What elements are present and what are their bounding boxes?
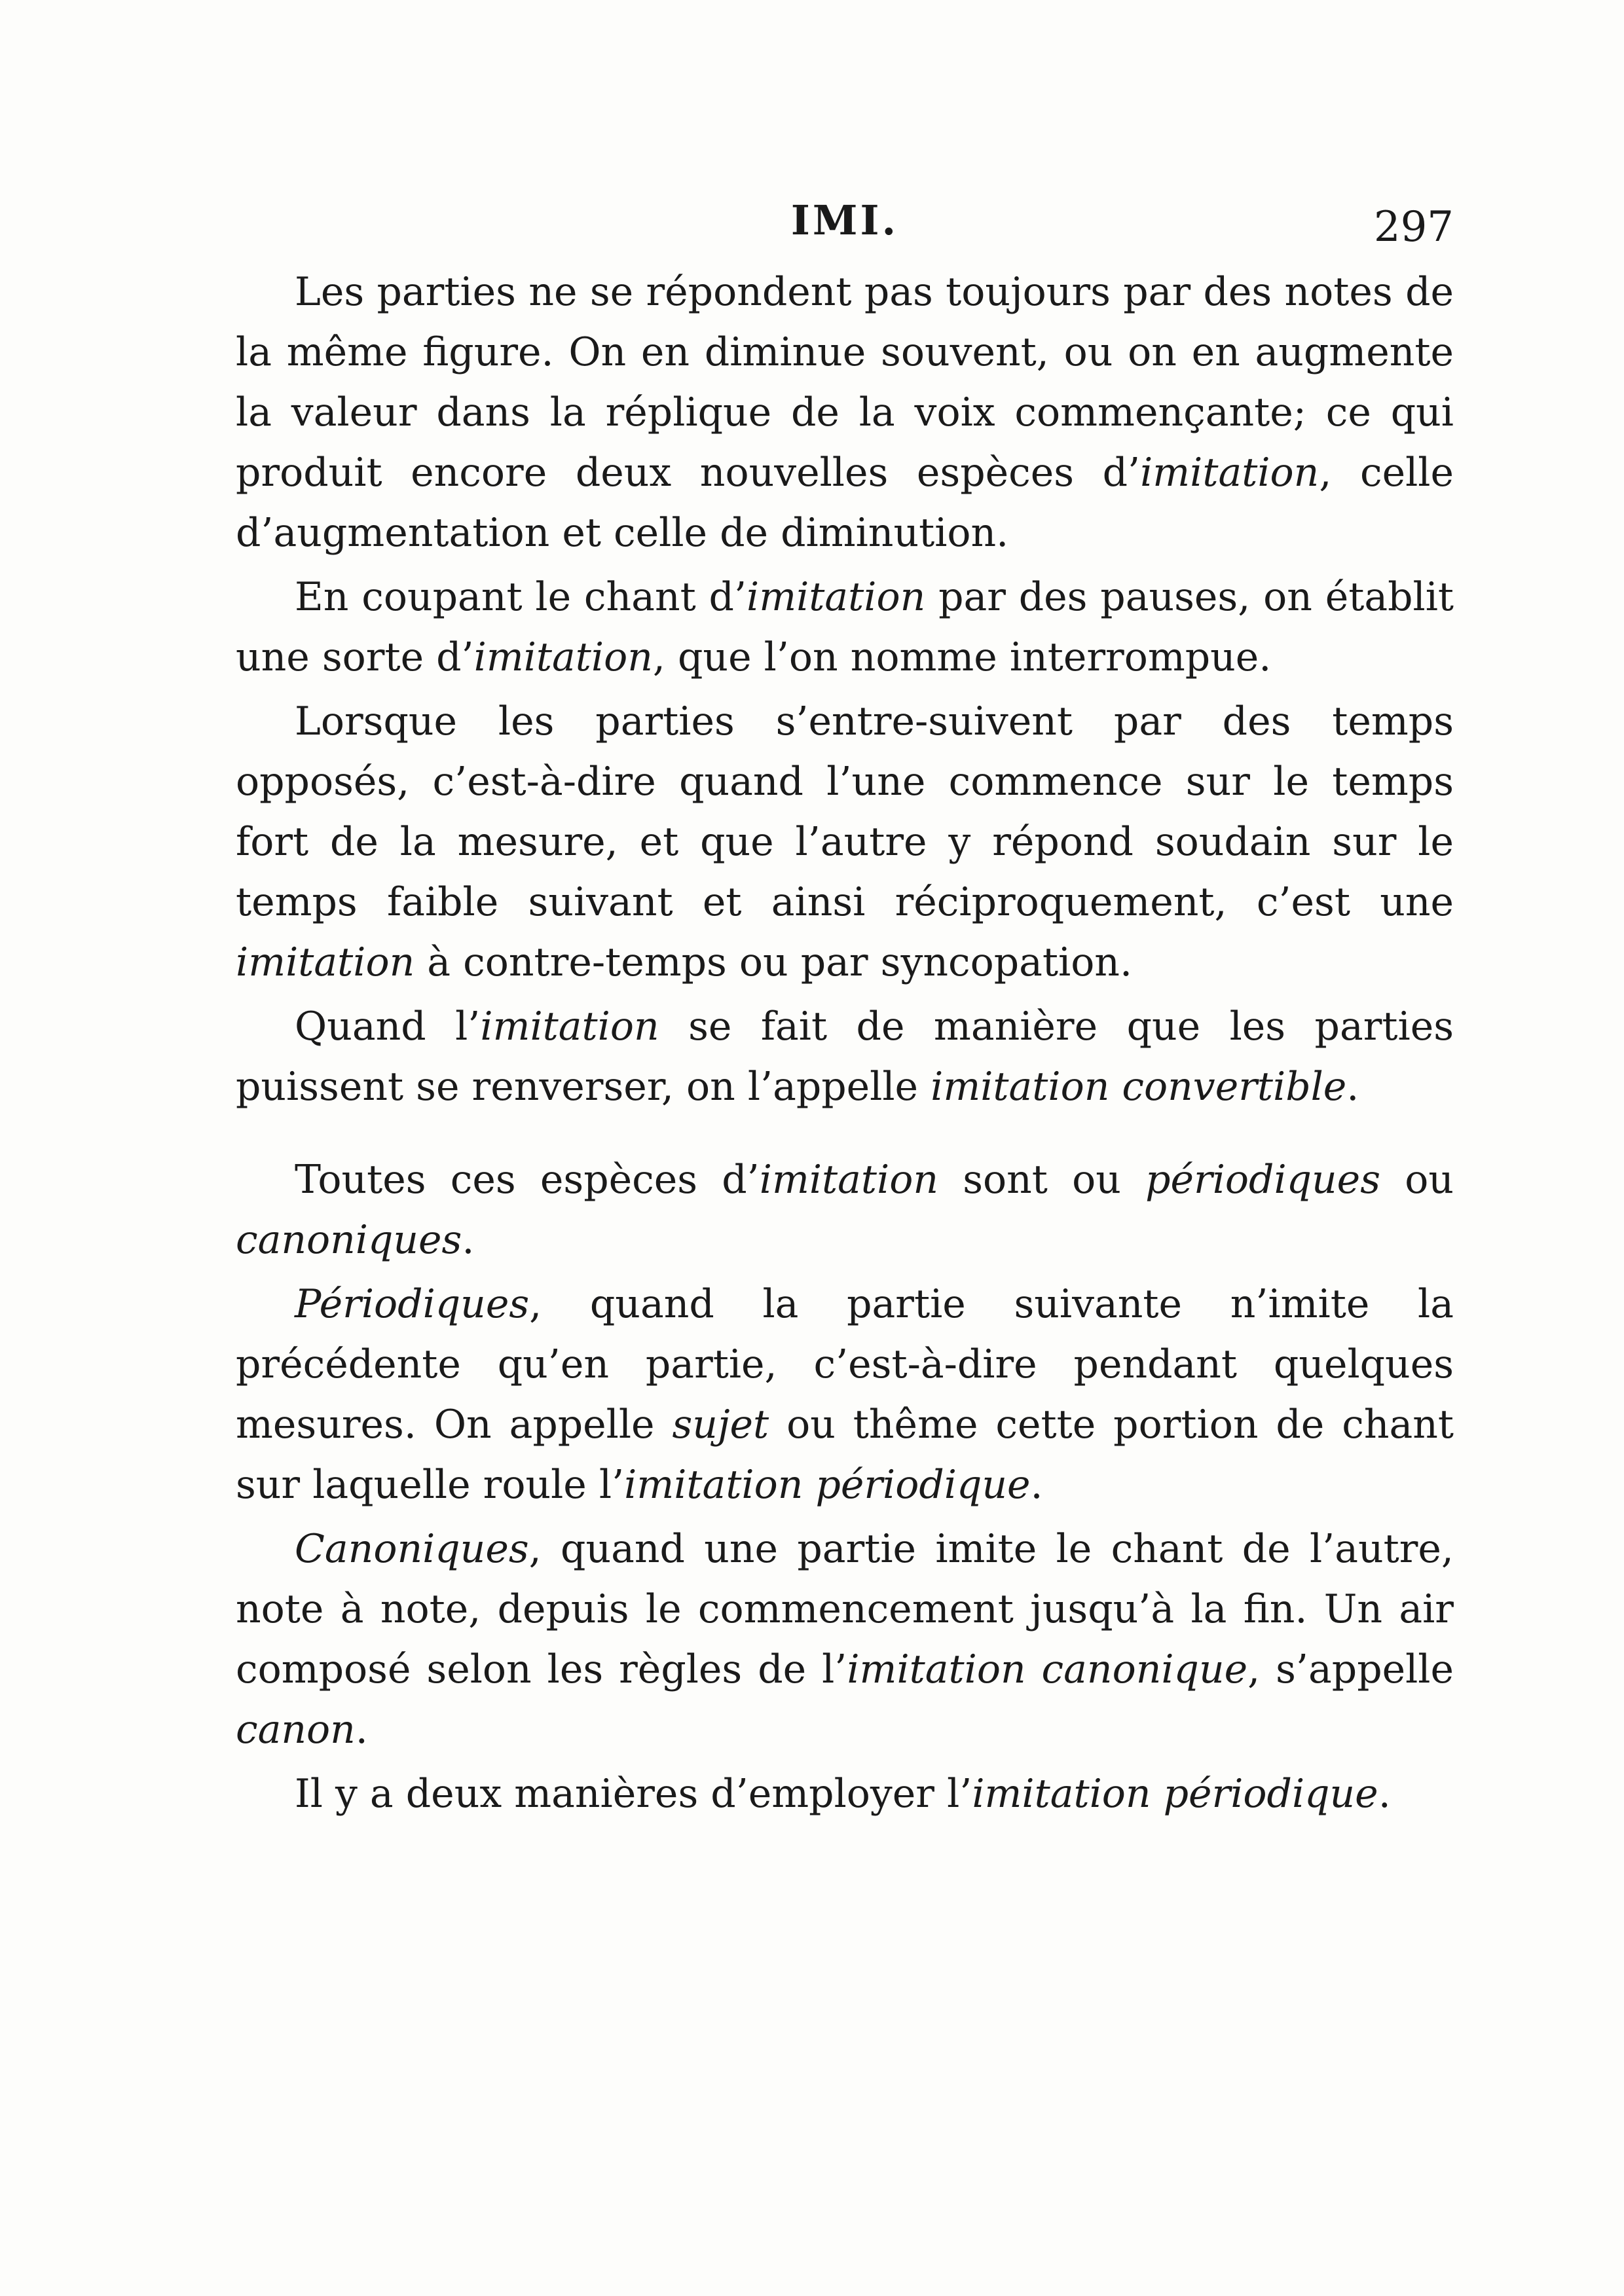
text-run: Toutes ces espèces d’ (295, 1157, 760, 1203)
text-run: . (355, 1707, 368, 1753)
italic-text: imitation (236, 939, 415, 985)
paragraph (236, 1519, 1454, 1760)
text-run: , celle d’augmentation et celle de diminution. (236, 450, 1454, 556)
running-head: IMI. (790, 196, 899, 244)
paragraph (236, 567, 1454, 687)
italic-text: canoniques (236, 1217, 462, 1263)
text-run: ou (1380, 1157, 1454, 1203)
italic-text: imitation (480, 1004, 659, 1049)
italic-text: sujet (672, 1402, 769, 1448)
page-number: 297 (1373, 203, 1454, 251)
body-text (236, 262, 1454, 1828)
italic-text: Canoniques (295, 1526, 529, 1572)
text-run: . (1378, 1771, 1391, 1817)
italic-text: imitation canonique (847, 1647, 1248, 1692)
italic-text: canon (236, 1707, 356, 1753)
text-run: Les parties ne se répondent pas toujours par des notes de la même figure. On en diminue souvent, ou on en augmente la valeur dans la réplique de la voix commençante; ce qui produit encore deux nouvelles espèces d’ (236, 269, 1454, 496)
text-run: sont ou (938, 1157, 1146, 1203)
text-run: par des pauses, on établit une sorte d’ (236, 574, 1454, 680)
page-header (236, 196, 1454, 255)
italic-text: imitation (747, 574, 926, 620)
text-run: ou thême cette portion de chant sur laquelle roule l’ (236, 1402, 1454, 1508)
text-run: Il y a deux manières d’employer l’ (295, 1771, 972, 1817)
text-run: , quand la partie suivante n’imite la précédente qu’en partie, c’est-à-dire pendant quelques mesures. On appelle (236, 1281, 1454, 1448)
text-run: . (462, 1217, 475, 1263)
text-run: , quand une partie imite le chant de l’autre, note à note, depuis le commencement jusqu’à la fin. Un air composé selon les règles de l’ (236, 1526, 1454, 1692)
paragraph (236, 1150, 1454, 1270)
text-run: Lorsque les parties s’entre-suivent par des temps opposés, c’est-à-dire quand l’une commence sur le temps fort de la mesure, et que l’autre y répond soudain sur le temps faible suivant et ainsi réciproquement, c’est une (236, 699, 1454, 925)
italic-text: imitation convertible (931, 1064, 1347, 1110)
italic-text: imitation périodique (624, 1462, 1031, 1508)
paragraph (236, 262, 1454, 563)
italic-text: Périodiques (295, 1281, 530, 1327)
italic-text: imitation (1140, 450, 1320, 496)
paragraph (236, 1274, 1454, 1515)
italic-text: imitation (759, 1157, 938, 1203)
italic-text: périodiques (1145, 1157, 1380, 1203)
text-run: . (1030, 1462, 1043, 1508)
paragraph (236, 691, 1454, 993)
italic-text: imitation périodique (972, 1771, 1378, 1817)
text-run: , que l’on nomme interrompue. (652, 634, 1272, 680)
text-run: à contre-temps ou par syncopation. (415, 939, 1133, 985)
text-run: En coupant le chant d’ (295, 574, 747, 620)
text-run: , s’appelle (1247, 1647, 1454, 1692)
paragraph (236, 1764, 1454, 1824)
text-run: Quand l’ (295, 1004, 481, 1049)
text-run: . (1346, 1064, 1359, 1110)
paragraph (236, 996, 1454, 1117)
italic-text: imitation (473, 634, 653, 680)
text-run: se fait de manière que les parties puissent se renverser, on l’appelle (236, 1004, 1454, 1110)
